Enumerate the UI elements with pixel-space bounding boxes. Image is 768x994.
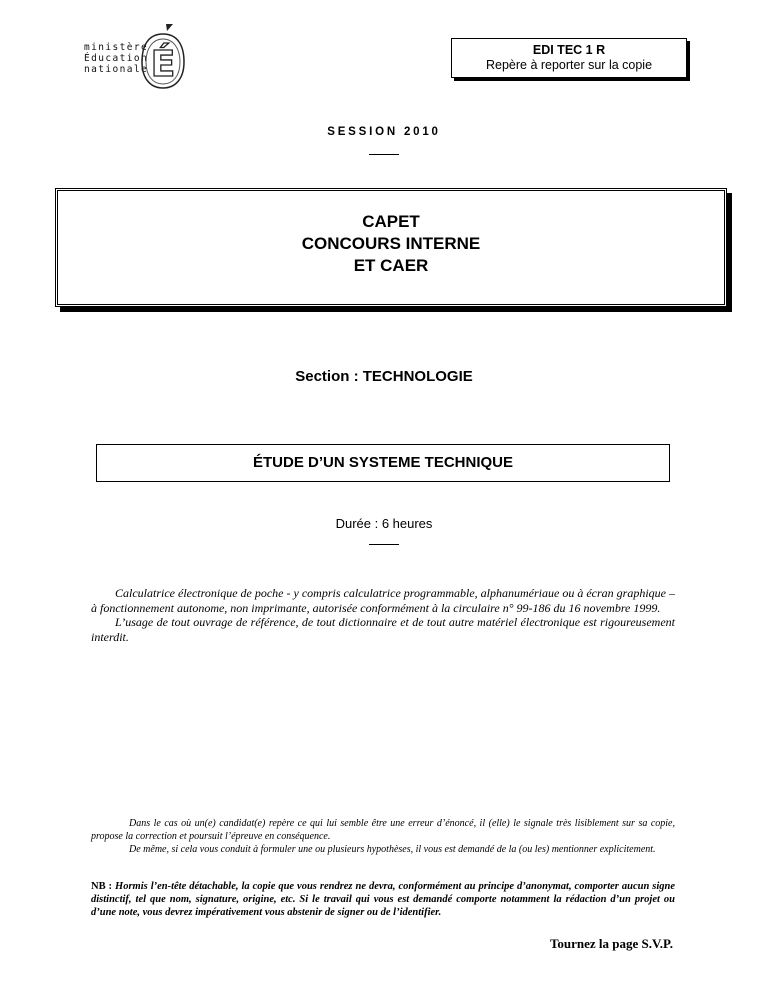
duration-divider bbox=[369, 544, 399, 545]
ministry-seal-icon bbox=[140, 22, 186, 94]
title-line-3: ET CAER bbox=[353, 256, 429, 275]
logo-line-2: Éducation bbox=[84, 53, 149, 64]
exam-code: EDI TEC 1 R bbox=[532, 43, 606, 57]
error-note: Dans le cas où un(e) candidat(e) repère ce qui lui semble être une erreur d’énoncé, il (elle) le signale très lisiblement sur sa copie, propose la correction et poursuit l’épreuve en conséquence. bbox=[91, 818, 675, 842]
seal-letter: É bbox=[150, 44, 176, 85]
materials-instruction: L’usage de tout ouvrage de référence, de tout dictionnaire et de tout autre matériel électronique est rigoureusement interdit. bbox=[91, 615, 675, 644]
anonymity-notice bbox=[91, 880, 675, 919]
exam-subject-box: ÉTUDE D’UN SYSTEME TECHNIQUE bbox=[96, 444, 670, 482]
section-heading: Section : TECHNOLOGIE bbox=[295, 368, 473, 385]
exam-title-frame bbox=[55, 188, 727, 307]
calculator-instruction: Calculatrice électronique de poche - y compris calculatrice programmable, alphanumériaue ou à écran graphique – à fonctionnement autonome, non imprimante, autorisée conformément à la circulaire n° 99-186 du 16 novembre 1999. bbox=[91, 586, 675, 615]
title-line-1: CAPET bbox=[362, 212, 420, 231]
title-line-2: CONCOURS INTERNE bbox=[301, 234, 481, 253]
copy-reference-box bbox=[451, 38, 687, 78]
turn-page-footer: Tournez la page S.V.P. bbox=[549, 936, 673, 951]
nb-label: NB : bbox=[91, 881, 113, 892]
ministry-logo bbox=[84, 22, 184, 94]
session-label: SESSION 2010 bbox=[327, 126, 441, 138]
logo-line-1: ministère bbox=[84, 42, 149, 53]
ministry-logo-text bbox=[84, 42, 148, 75]
notes-block bbox=[91, 817, 675, 856]
nb-text: Hormis l’en-tête détachable, la copie que vous rendrez ne devra, conformément au principe d’anonymat, comporter aucun signe distinctif, tel que nom, signature, origine, etc. Si le travail qui vous est demandé comporte notamment la rédaction d’un projet ou d’une note, vous devrez impérativement vous abstenir de signer ou de l’identifier. bbox=[91, 881, 676, 918]
instructions-block bbox=[91, 586, 675, 644]
exam-code-note: Repère à reporter sur la copie bbox=[485, 58, 653, 72]
duration-label: Durée : 6 heures bbox=[335, 516, 433, 531]
session-divider bbox=[369, 154, 399, 155]
hypotheses-note: De même, si cela vous conduit à formuler une ou plusieurs hypothèses, il vous est demandé de la (ou les) mentionner explicitement. bbox=[129, 844, 656, 855]
logo-line-3: nationale bbox=[84, 64, 149, 75]
